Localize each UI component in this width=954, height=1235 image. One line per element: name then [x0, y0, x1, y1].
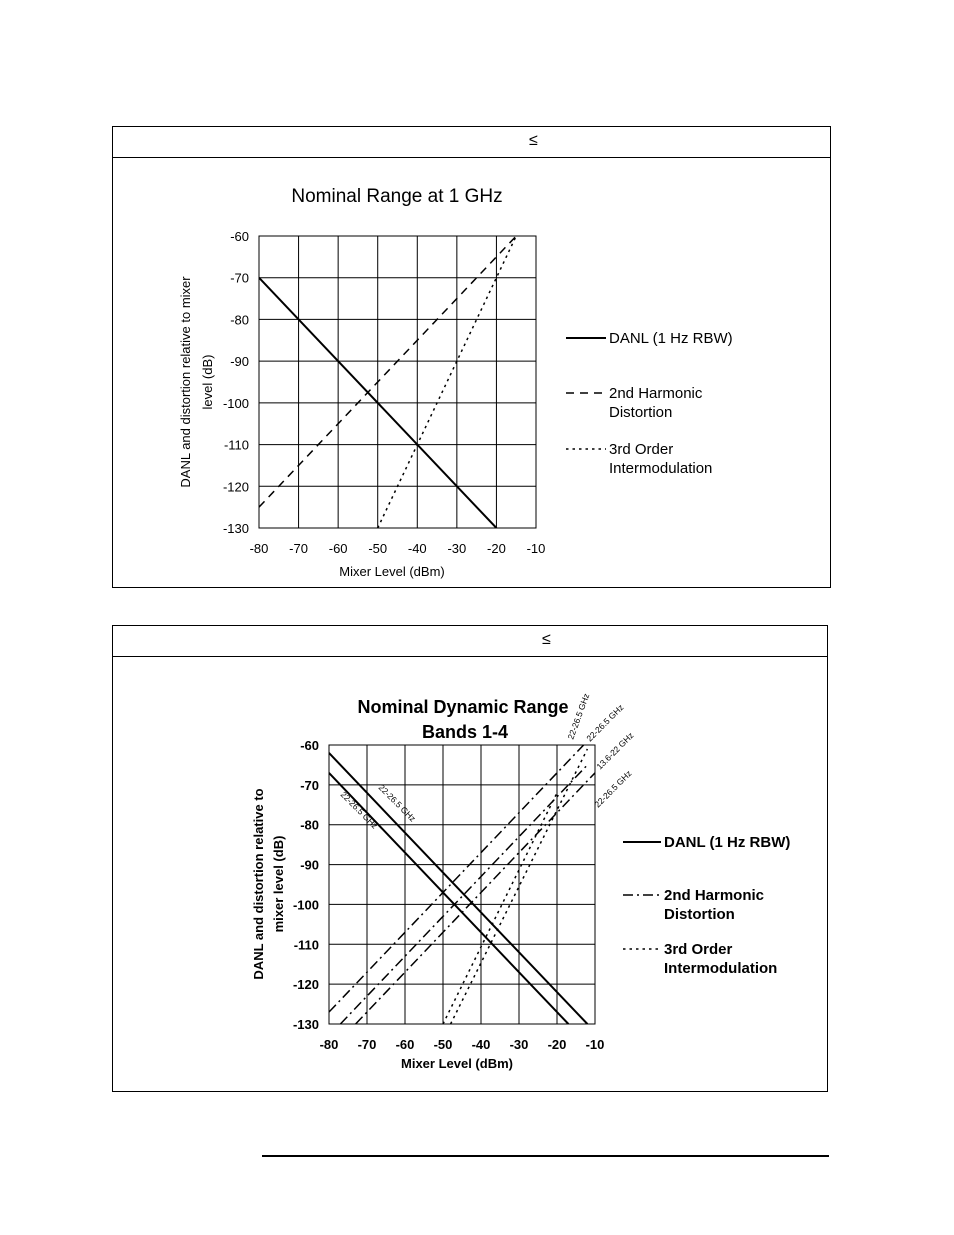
x-tick-label: -10 [526, 541, 546, 556]
x-tick-label: -70 [289, 541, 308, 556]
x-axis-label: Mixer Level (dBm) [401, 1056, 513, 1071]
series-group [329, 741, 595, 1024]
y-tick-label: -100 [222, 395, 249, 411]
curve-label: 22-26.5 GHz [338, 789, 380, 831]
chart-subtitle: Bands 1-4 [421, 722, 509, 742]
curve-label: 22-26.5 GHz [584, 702, 626, 744]
series-line-dashdot [356, 773, 595, 1024]
legend-label: Intermodulation [609, 460, 713, 477]
curve-label: 22-26.5 GHz [376, 782, 418, 824]
curve-label: 13.6-22 GHz [594, 730, 636, 772]
panel-header-symbol: ≤ [542, 631, 551, 648]
x-tick-label: -60 [328, 541, 348, 556]
legend-label: 3rd Order [609, 441, 674, 458]
legend-label: DANL (1 Hz RBW) [664, 834, 791, 851]
panel-header-symbol: ≤ [529, 132, 538, 149]
grid [329, 745, 595, 1024]
x-tick-label: -40 [471, 1037, 491, 1052]
y-tick-label: -110 [293, 937, 319, 953]
x-tick-label: -70 [357, 1037, 377, 1052]
legend-label: 2nd Harmonic [609, 385, 703, 402]
y-tick-label: -130 [292, 1017, 319, 1032]
y-tick-label: -110 [223, 437, 249, 453]
y-tick-label: -90 [230, 354, 249, 370]
legend [623, 834, 790, 977]
footer-rule [262, 1155, 829, 1157]
series-line-dashdot [329, 741, 587, 1012]
y-tick-label: -70 [300, 777, 319, 793]
y-tick-label: -130 [222, 521, 249, 536]
chart-title: Nominal Range at 1 GHz [291, 186, 503, 207]
y-tick-label: -60 [300, 738, 319, 753]
y-tick-label: -120 [292, 977, 319, 993]
y-axis-label-line-2: level (dB) [200, 354, 215, 410]
legend-label: Intermodulation [664, 960, 778, 977]
legend-label: DANL (1 Hz RBW) [609, 330, 733, 347]
y-tick-label: -60 [230, 229, 249, 244]
y-tick-label: -90 [300, 857, 319, 873]
x-tick-label: -20 [547, 1037, 567, 1052]
legend-label: Distortion [664, 906, 735, 923]
x-tick-label: -30 [447, 541, 467, 556]
x-tick-label: -40 [407, 541, 427, 556]
x-tick-label: -80 [249, 541, 269, 556]
x-tick-label: -50 [368, 541, 388, 556]
series-line-dot [443, 793, 557, 1024]
y-tick-labels [293, 738, 319, 1032]
y-tick-label: -80 [300, 817, 319, 833]
x-tick-label: -80 [319, 1037, 339, 1052]
y-tick-label: -70 [230, 270, 249, 286]
y-tick-label: -100 [292, 897, 319, 913]
chart-title: Nominal Dynamic Range [357, 697, 569, 717]
x-axis-label: Mixer Level (dBm) [339, 564, 445, 579]
legend-label: 3rd Order [664, 941, 733, 958]
series-line-solid [329, 753, 587, 1024]
y-axis-label-line-1: DANL and distortion relative to [251, 788, 266, 980]
x-tick-label: -10 [585, 1037, 605, 1052]
x-tick-label: -30 [509, 1037, 529, 1052]
y-axis-label-line-1: DANL and distortion relative to mixer [178, 276, 193, 488]
x-tick-label: -60 [395, 1037, 415, 1052]
y-tick-label: -80 [230, 312, 249, 328]
x-tick-label: -50 [433, 1037, 453, 1052]
x-tick-labels [320, 1037, 605, 1052]
y-axis-label-line-2: mixer level (dB) [271, 835, 286, 933]
curve-label: 22-26.5 GHz [592, 768, 634, 810]
plot-area [329, 745, 595, 1024]
y-tick-label: -120 [222, 479, 249, 495]
legend-label: Distortion [609, 404, 673, 421]
legend-label: 2nd Harmonic [664, 887, 765, 904]
curve-label: 22-26.5 GHz [565, 691, 592, 741]
x-tick-label: -20 [487, 541, 506, 556]
